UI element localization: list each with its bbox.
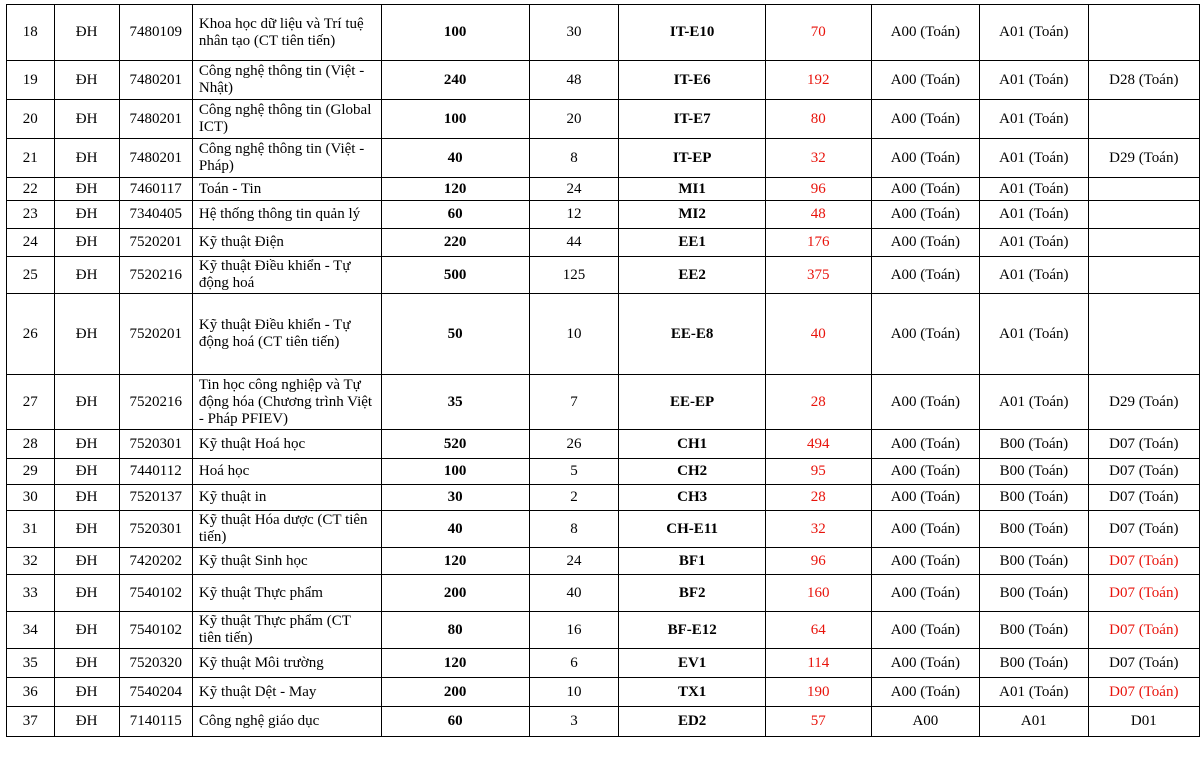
- cell-program-code: IT-EP: [619, 139, 766, 178]
- cell-major-code: 7520301: [119, 511, 192, 548]
- cell-combo-1: A00 (Toán): [871, 485, 979, 511]
- cell-quota: 120: [381, 649, 529, 678]
- admissions-table: [6, 4, 1200, 737]
- table-row: [7, 459, 1200, 485]
- cell-combo-2: A01 (Toán): [980, 5, 1088, 61]
- cell-quota: 500: [381, 257, 529, 294]
- cell-major-name: Khoa học dữ liệu và Trí tuệ nhân tạo (CT tiên tiến): [192, 5, 381, 61]
- cell-program-code: EE-EP: [619, 375, 766, 430]
- cell-stt: 19: [7, 61, 55, 100]
- cell-quota: 100: [381, 5, 529, 61]
- cell-major-code: 7540204: [119, 678, 192, 707]
- cell-combo-2: B00 (Toán): [980, 430, 1088, 459]
- cell-combo-3: D07 (Toán): [1088, 511, 1199, 548]
- cell-allocated: 70: [765, 5, 871, 61]
- cell-stt: 35: [7, 649, 55, 678]
- cell-allocated: 32: [765, 511, 871, 548]
- cell-stt: 24: [7, 229, 55, 257]
- cell-program-code: ED2: [619, 707, 766, 737]
- cell-combo-1: A00 (Toán): [871, 375, 979, 430]
- cell-combo-3: [1088, 201, 1199, 229]
- cell-combo-2: A01 (Toán): [980, 178, 1088, 201]
- cell-level: ĐH: [54, 678, 119, 707]
- cell-combo-1: A00 (Toán): [871, 575, 979, 612]
- cell-combo-1: A00 (Toán): [871, 100, 979, 139]
- cell-sub-quota: 125: [529, 257, 619, 294]
- table-row: [7, 257, 1200, 294]
- cell-program-code: TX1: [619, 678, 766, 707]
- cell-stt: 29: [7, 459, 55, 485]
- cell-quota: 60: [381, 707, 529, 737]
- cell-combo-3: D07 (Toán): [1088, 485, 1199, 511]
- cell-quota: 520: [381, 430, 529, 459]
- cell-level: ĐH: [54, 575, 119, 612]
- table-row: [7, 375, 1200, 430]
- cell-level: ĐH: [54, 61, 119, 100]
- cell-allocated: 28: [765, 375, 871, 430]
- cell-combo-2: A01 (Toán): [980, 229, 1088, 257]
- cell-combo-1: A00 (Toán): [871, 5, 979, 61]
- cell-sub-quota: 5: [529, 459, 619, 485]
- cell-combo-3: D07 (Toán): [1088, 548, 1199, 575]
- cell-allocated: 57: [765, 707, 871, 737]
- cell-combo-3: [1088, 229, 1199, 257]
- cell-combo-3: D01: [1088, 707, 1199, 737]
- cell-quota: 30: [381, 485, 529, 511]
- cell-quota: 100: [381, 459, 529, 485]
- cell-major-code: 7540102: [119, 575, 192, 612]
- cell-major-name: Hoá học: [192, 459, 381, 485]
- cell-combo-3: D07 (Toán): [1088, 649, 1199, 678]
- cell-stt: 26: [7, 294, 55, 375]
- cell-combo-1: A00 (Toán): [871, 201, 979, 229]
- cell-quota: 100: [381, 100, 529, 139]
- cell-quota: 50: [381, 294, 529, 375]
- cell-major-code: 7520301: [119, 430, 192, 459]
- cell-level: ĐH: [54, 375, 119, 430]
- cell-level: ĐH: [54, 548, 119, 575]
- cell-sub-quota: 3: [529, 707, 619, 737]
- table-row: [7, 5, 1200, 61]
- cell-combo-3: D07 (Toán): [1088, 678, 1199, 707]
- cell-quota: 40: [381, 511, 529, 548]
- cell-combo-3: [1088, 257, 1199, 294]
- cell-stt: 18: [7, 5, 55, 61]
- cell-program-code: BF2: [619, 575, 766, 612]
- cell-stt: 25: [7, 257, 55, 294]
- cell-major-name: Kỹ thuật Điện: [192, 229, 381, 257]
- cell-major-name: Kỹ thuật Hóa dược (CT tiên tiến): [192, 511, 381, 548]
- cell-sub-quota: 48: [529, 61, 619, 100]
- cell-major-code: 7340405: [119, 201, 192, 229]
- cell-combo-3: D07 (Toán): [1088, 575, 1199, 612]
- cell-quota: 220: [381, 229, 529, 257]
- cell-level: ĐH: [54, 485, 119, 511]
- cell-sub-quota: 24: [529, 178, 619, 201]
- cell-combo-1: A00 (Toán): [871, 511, 979, 548]
- cell-allocated: 95: [765, 459, 871, 485]
- table-row: [7, 649, 1200, 678]
- cell-combo-2: A01 (Toán): [980, 257, 1088, 294]
- table-row: [7, 485, 1200, 511]
- cell-program-code: EE1: [619, 229, 766, 257]
- cell-program-code: BF1: [619, 548, 766, 575]
- cell-combo-2: B00 (Toán): [980, 548, 1088, 575]
- cell-program-code: CH-E11: [619, 511, 766, 548]
- cell-stt: 20: [7, 100, 55, 139]
- cell-combo-2: B00 (Toán): [980, 575, 1088, 612]
- cell-level: ĐH: [54, 257, 119, 294]
- cell-combo-3: D28 (Toán): [1088, 61, 1199, 100]
- cell-program-code: MI1: [619, 178, 766, 201]
- cell-allocated: 192: [765, 61, 871, 100]
- cell-major-code: 7480109: [119, 5, 192, 61]
- cell-combo-2: A01 (Toán): [980, 61, 1088, 100]
- cell-sub-quota: 26: [529, 430, 619, 459]
- cell-program-code: CH2: [619, 459, 766, 485]
- cell-allocated: 40: [765, 294, 871, 375]
- cell-allocated: 48: [765, 201, 871, 229]
- cell-major-code: 7460117: [119, 178, 192, 201]
- cell-major-name: Toán - Tin: [192, 178, 381, 201]
- cell-combo-3: D07 (Toán): [1088, 612, 1199, 649]
- cell-sub-quota: 8: [529, 139, 619, 178]
- cell-quota: 200: [381, 575, 529, 612]
- cell-allocated: 96: [765, 178, 871, 201]
- cell-program-code: EV1: [619, 649, 766, 678]
- cell-combo-2: B00 (Toán): [980, 511, 1088, 548]
- cell-combo-1: A00 (Toán): [871, 257, 979, 294]
- cell-major-code: 7480201: [119, 100, 192, 139]
- cell-major-code: 7520216: [119, 375, 192, 430]
- cell-stt: 34: [7, 612, 55, 649]
- table-row: [7, 430, 1200, 459]
- cell-combo-1: A00 (Toán): [871, 61, 979, 100]
- cell-level: ĐH: [54, 707, 119, 737]
- cell-stt: 31: [7, 511, 55, 548]
- table-row: [7, 612, 1200, 649]
- cell-stt: 36: [7, 678, 55, 707]
- cell-combo-3: D07 (Toán): [1088, 459, 1199, 485]
- cell-sub-quota: 44: [529, 229, 619, 257]
- cell-allocated: 96: [765, 548, 871, 575]
- cell-major-name: Kỹ thuật Thực phẩm: [192, 575, 381, 612]
- cell-major-name: Kỹ thuật Môi trường: [192, 649, 381, 678]
- cell-program-code: IT-E10: [619, 5, 766, 61]
- cell-stt: 27: [7, 375, 55, 430]
- cell-sub-quota: 40: [529, 575, 619, 612]
- cell-major-name: Kỹ thuật Sinh học: [192, 548, 381, 575]
- cell-level: ĐH: [54, 511, 119, 548]
- cell-major-code: 7520137: [119, 485, 192, 511]
- cell-sub-quota: 2: [529, 485, 619, 511]
- cell-level: ĐH: [54, 649, 119, 678]
- cell-major-code: 7540102: [119, 612, 192, 649]
- cell-quota: 60: [381, 201, 529, 229]
- cell-program-code: IT-E6: [619, 61, 766, 100]
- cell-major-code: 7520320: [119, 649, 192, 678]
- cell-combo-3: D29 (Toán): [1088, 375, 1199, 430]
- cell-sub-quota: 7: [529, 375, 619, 430]
- table-body: [7, 5, 1200, 737]
- cell-combo-1: A00 (Toán): [871, 459, 979, 485]
- cell-major-code: 7140115: [119, 707, 192, 737]
- cell-program-code: IT-E7: [619, 100, 766, 139]
- cell-combo-1: A00 (Toán): [871, 139, 979, 178]
- table-row: [7, 139, 1200, 178]
- cell-allocated: 28: [765, 485, 871, 511]
- cell-sub-quota: 8: [529, 511, 619, 548]
- cell-allocated: 494: [765, 430, 871, 459]
- table-row: [7, 511, 1200, 548]
- cell-combo-2: A01 (Toán): [980, 100, 1088, 139]
- cell-quota: 120: [381, 548, 529, 575]
- cell-combo-3: [1088, 100, 1199, 139]
- cell-program-code: BF-E12: [619, 612, 766, 649]
- cell-combo-1: A00 (Toán): [871, 294, 979, 375]
- cell-major-code: 7480201: [119, 139, 192, 178]
- cell-sub-quota: 30: [529, 5, 619, 61]
- cell-major-name: Kỹ thuật Hoá học: [192, 430, 381, 459]
- cell-major-code: 7520201: [119, 229, 192, 257]
- cell-major-code: 7480201: [119, 61, 192, 100]
- table-row: [7, 575, 1200, 612]
- cell-sub-quota: 20: [529, 100, 619, 139]
- table-row: [7, 61, 1200, 100]
- cell-level: ĐH: [54, 5, 119, 61]
- cell-stt: 23: [7, 201, 55, 229]
- cell-quota: 40: [381, 139, 529, 178]
- cell-program-code: MI2: [619, 201, 766, 229]
- cell-combo-2: B00 (Toán): [980, 612, 1088, 649]
- cell-major-name: Tin học công nghiệp và Tự động hóa (Chương trình Việt - Pháp PFIEV): [192, 375, 381, 430]
- cell-level: ĐH: [54, 100, 119, 139]
- cell-level: ĐH: [54, 430, 119, 459]
- cell-sub-quota: 16: [529, 612, 619, 649]
- cell-combo-2: A01 (Toán): [980, 201, 1088, 229]
- table-row: [7, 100, 1200, 139]
- cell-level: ĐH: [54, 201, 119, 229]
- cell-combo-1: A00 (Toán): [871, 612, 979, 649]
- cell-combo-3: [1088, 294, 1199, 375]
- cell-level: ĐH: [54, 178, 119, 201]
- table-row: [7, 229, 1200, 257]
- cell-allocated: 160: [765, 575, 871, 612]
- cell-combo-1: A00 (Toán): [871, 649, 979, 678]
- cell-combo-2: A01 (Toán): [980, 678, 1088, 707]
- cell-major-code: 7440112: [119, 459, 192, 485]
- cell-sub-quota: 6: [529, 649, 619, 678]
- cell-quota: 200: [381, 678, 529, 707]
- cell-allocated: 190: [765, 678, 871, 707]
- cell-program-code: EE-E8: [619, 294, 766, 375]
- cell-major-name: Công nghệ thông tin (Việt - Nhật): [192, 61, 381, 100]
- cell-level: ĐH: [54, 612, 119, 649]
- cell-level: ĐH: [54, 229, 119, 257]
- cell-quota: 80: [381, 612, 529, 649]
- table-row: [7, 707, 1200, 737]
- cell-major-code: 7420202: [119, 548, 192, 575]
- cell-major-code: 7520216: [119, 257, 192, 294]
- cell-major-name: Kỹ thuật Điều khiển - Tự động hoá: [192, 257, 381, 294]
- cell-combo-1: A00 (Toán): [871, 229, 979, 257]
- cell-major-name: Công nghệ thông tin (Global ICT): [192, 100, 381, 139]
- cell-stt: 28: [7, 430, 55, 459]
- cell-allocated: 375: [765, 257, 871, 294]
- cell-stt: 33: [7, 575, 55, 612]
- cell-sub-quota: 10: [529, 678, 619, 707]
- cell-stt: 30: [7, 485, 55, 511]
- cell-combo-2: A01 (Toán): [980, 139, 1088, 178]
- cell-stt: 22: [7, 178, 55, 201]
- table-row: [7, 178, 1200, 201]
- cell-combo-1: A00: [871, 707, 979, 737]
- cell-major-name: Kỹ thuật in: [192, 485, 381, 511]
- table-row: [7, 201, 1200, 229]
- cell-combo-2: B00 (Toán): [980, 485, 1088, 511]
- cell-allocated: 114: [765, 649, 871, 678]
- cell-program-code: CH1: [619, 430, 766, 459]
- cell-combo-3: [1088, 178, 1199, 201]
- cell-combo-2: B00 (Toán): [980, 459, 1088, 485]
- cell-quota: 120: [381, 178, 529, 201]
- cell-program-code: EE2: [619, 257, 766, 294]
- cell-sub-quota: 24: [529, 548, 619, 575]
- cell-level: ĐH: [54, 459, 119, 485]
- cell-combo-3: D07 (Toán): [1088, 430, 1199, 459]
- cell-combo-2: A01 (Toán): [980, 375, 1088, 430]
- table-row: [7, 678, 1200, 707]
- cell-quota: 240: [381, 61, 529, 100]
- cell-combo-1: A00 (Toán): [871, 178, 979, 201]
- cell-allocated: 80: [765, 100, 871, 139]
- cell-program-code: CH3: [619, 485, 766, 511]
- cell-combo-1: A00 (Toán): [871, 548, 979, 575]
- cell-combo-3: D29 (Toán): [1088, 139, 1199, 178]
- cell-level: ĐH: [54, 139, 119, 178]
- cell-quota: 35: [381, 375, 529, 430]
- cell-stt: 37: [7, 707, 55, 737]
- cell-combo-2: A01 (Toán): [980, 294, 1088, 375]
- cell-allocated: 32: [765, 139, 871, 178]
- cell-major-code: 7520201: [119, 294, 192, 375]
- cell-combo-2: B00 (Toán): [980, 649, 1088, 678]
- cell-combo-1: A00 (Toán): [871, 430, 979, 459]
- cell-combo-1: A00 (Toán): [871, 678, 979, 707]
- cell-level: ĐH: [54, 294, 119, 375]
- cell-stt: 21: [7, 139, 55, 178]
- cell-major-name: Kỹ thuật Điều khiển - Tự động hoá (CT tiên tiến): [192, 294, 381, 375]
- cell-allocated: 64: [765, 612, 871, 649]
- cell-major-name: Công nghệ giáo dục: [192, 707, 381, 737]
- cell-major-name: Công nghệ thông tin (Việt - Pháp): [192, 139, 381, 178]
- cell-sub-quota: 10: [529, 294, 619, 375]
- cell-sub-quota: 12: [529, 201, 619, 229]
- cell-combo-3: [1088, 5, 1199, 61]
- cell-major-name: Kỹ thuật Thực phẩm (CT tiên tiến): [192, 612, 381, 649]
- cell-combo-2: A01: [980, 707, 1088, 737]
- table-row: [7, 548, 1200, 575]
- table-row: [7, 294, 1200, 375]
- cell-major-name: Hệ thống thông tin quản lý: [192, 201, 381, 229]
- cell-major-name: Kỹ thuật Dệt - May: [192, 678, 381, 707]
- cell-allocated: 176: [765, 229, 871, 257]
- cell-stt: 32: [7, 548, 55, 575]
